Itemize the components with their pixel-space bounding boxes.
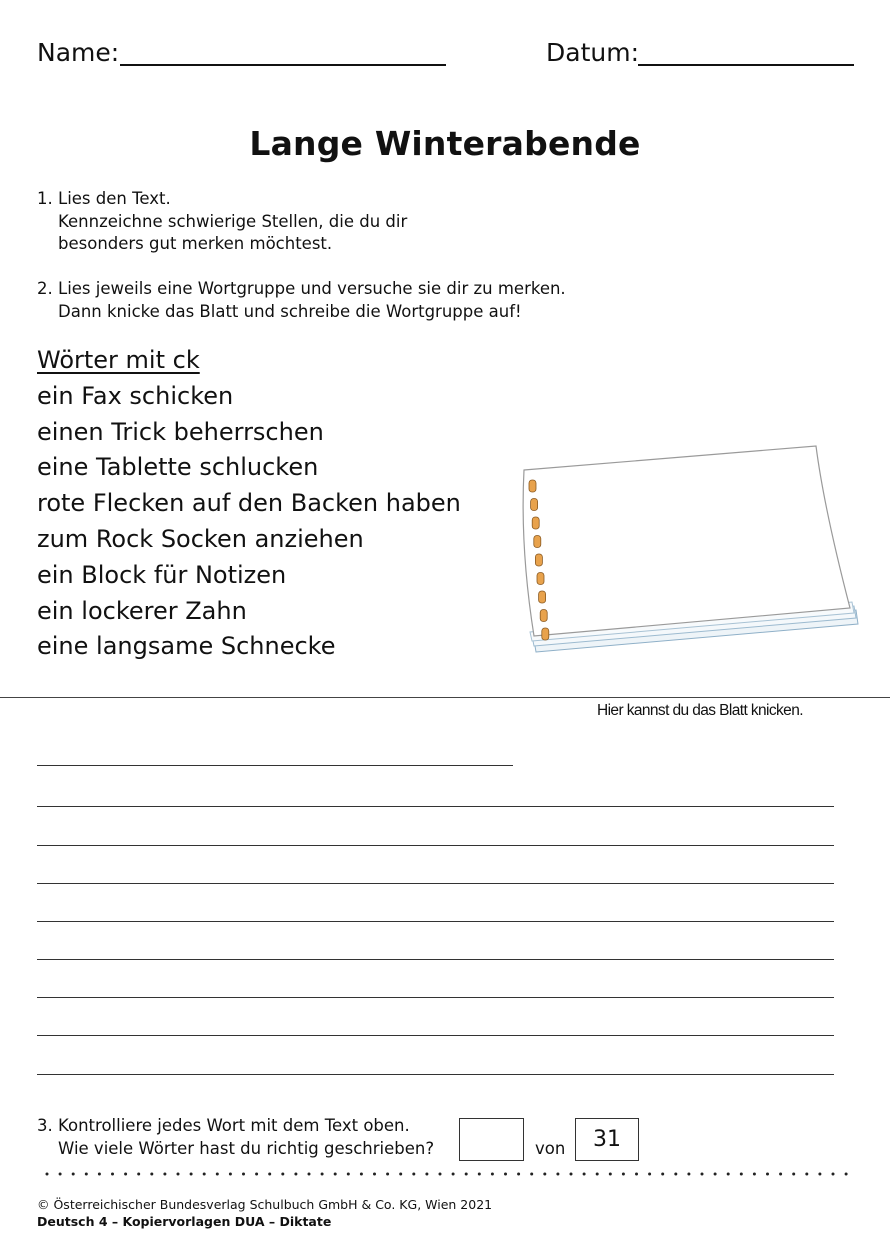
spiral-ring (539, 591, 546, 603)
fold-hint: Hier kannst du das Blatt knicken. (597, 702, 803, 719)
task-line: besonders gut merken möchtest. (58, 234, 333, 253)
word-list-item: einen Trick beherrschen (37, 417, 324, 446)
spiral-ring (537, 573, 544, 585)
writing-line[interactable] (37, 845, 834, 846)
task-3 (37, 1115, 434, 1160)
task-line: Kennzeichne schwierige Stellen, die du dir (58, 211, 408, 231)
publication-title: Deutsch 4 – Kopiervorlagen DUA – Diktate (37, 1214, 332, 1229)
task-line: Dann knicke das Blatt und schreibe die Wortgruppe auf! (58, 301, 522, 321)
task-number: 3. (37, 1116, 53, 1135)
task-line: Lies den Text. (58, 189, 171, 208)
footer (37, 1196, 492, 1230)
writing-line[interactable] (37, 997, 834, 998)
writing-line[interactable] (37, 1035, 834, 1036)
word-list-item: ein Block für Notizen (37, 560, 287, 589)
spiral-ring (540, 610, 547, 622)
writing-line[interactable] (37, 765, 513, 766)
word-list-item: eine Tablette schlucken (37, 453, 319, 482)
fold-line (0, 697, 890, 698)
score-input[interactable] (459, 1118, 524, 1161)
word-list-item: eine langsame Schnecke (37, 632, 336, 661)
spiral-ring (531, 499, 538, 511)
spiral-ring (532, 517, 539, 529)
word-list-item: rote Flecken auf den Backen haben (37, 489, 461, 518)
date-label: Datum: (546, 38, 639, 67)
task-number: 1. (37, 189, 53, 208)
spiral-notepad-illustration (512, 438, 864, 660)
dotted-separator (45, 1168, 855, 1180)
word-list-item: ein lockerer Zahn (37, 596, 247, 625)
writing-line[interactable] (37, 921, 834, 922)
writing-line[interactable] (37, 883, 834, 884)
word-list-item: zum Rock Socken anziehen (37, 524, 364, 553)
task-line: Wie viele Wörter hast du richtig geschrieben? (58, 1138, 435, 1158)
word-list-heading: Wörter mit ck (37, 346, 200, 374)
task-line: Kontrolliere jedes Wort mit dem Text oben. (58, 1116, 410, 1135)
date-field[interactable] (638, 64, 854, 66)
writing-line[interactable] (37, 806, 834, 807)
word-list-item: ein Fax schicken (37, 381, 234, 410)
spiral-ring (534, 536, 541, 548)
writing-line[interactable] (37, 1074, 834, 1075)
total-count: 31 (575, 1118, 639, 1161)
spiral-ring (529, 480, 536, 492)
spiral-ring (535, 554, 542, 566)
name-label: Name: (37, 38, 120, 67)
word-list (37, 343, 461, 665)
copyright-notice: © Österreichischer Bundesverlag Schulbuch GmbH & Co. KG, Wien 2021 (37, 1197, 493, 1212)
task-line: Lies jeweils eine Wortgruppe und versuche sie dir zu merken. (58, 279, 566, 298)
of-label: von (535, 1139, 566, 1158)
name-field[interactable] (120, 64, 446, 66)
writing-line[interactable] (37, 959, 834, 960)
spiral-ring (542, 628, 549, 640)
task-number: 2. (37, 279, 53, 298)
page-title: Lange Winterabende (249, 124, 641, 163)
